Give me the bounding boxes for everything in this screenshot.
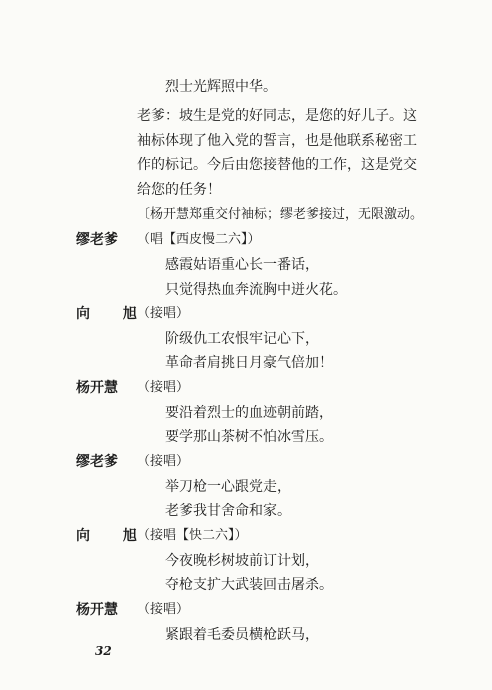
text-line: 给您的任务！ bbox=[137, 182, 221, 198]
stage-direction: 〔杨开慧郑重交付袖标；缪老爹接过，无限激动。 bbox=[137, 207, 424, 222]
lyric-line: 要沿着烈士的血迹朝前踏， bbox=[165, 405, 333, 421]
speaker-name: 杨开慧 bbox=[76, 602, 118, 618]
lyric-line: 今夜晚杉树坡前订计划， bbox=[165, 553, 319, 569]
text-line: 烈士光辉照中华。 bbox=[165, 79, 277, 95]
speaker-name: 缪老爹 bbox=[76, 454, 118, 470]
speaker-name: 缪老爹 bbox=[76, 232, 118, 248]
speaker-name: 向 旭 bbox=[76, 306, 151, 322]
lyric-line: 感霞姑语重心长一番话， bbox=[165, 257, 319, 273]
lyric-line: 革命者肩挑日月豪气倍加！ bbox=[165, 355, 333, 371]
lyric-line: 紧跟着毛委员横枪跃马， bbox=[165, 627, 319, 643]
lyric-line: 老爹我甘舍命和家。 bbox=[165, 503, 291, 519]
sung-instruction: （接唱） bbox=[137, 602, 190, 617]
text-line: 袖标体现了他入党的誓言，也是他联系秘密工 bbox=[137, 133, 417, 149]
lyric-line: 阶级仇工农恨牢记心下， bbox=[165, 331, 319, 347]
sung-instruction: （接唱） bbox=[137, 454, 190, 469]
speaker-name: 向 旭 bbox=[76, 528, 151, 544]
sung-instruction: （接唱【快二六】） bbox=[137, 528, 248, 543]
lyric-line: 举刀枪一心跟党走， bbox=[165, 479, 291, 495]
sung-instruction: （接唱） bbox=[137, 306, 190, 321]
lyric-line: 夺枪支扩大武装回击屠杀。 bbox=[165, 577, 333, 593]
lyric-line: 只觉得热血奔流胸中迸火花。 bbox=[165, 282, 347, 298]
speaker-name: 杨开慧 bbox=[76, 380, 118, 396]
text-line: 作的标记。今后由您接替他的工作，这是党交 bbox=[137, 157, 417, 173]
text-line: 老爹：坡生是党的好同志，是您的好儿子。这 bbox=[137, 108, 417, 124]
sung-instruction: （接唱） bbox=[137, 380, 190, 395]
page-number: 32 bbox=[95, 644, 112, 658]
sung-instruction: （唱【西皮慢二六】） bbox=[137, 232, 261, 247]
lyric-line: 要学那山茶树不怕冰雪压。 bbox=[165, 429, 333, 445]
